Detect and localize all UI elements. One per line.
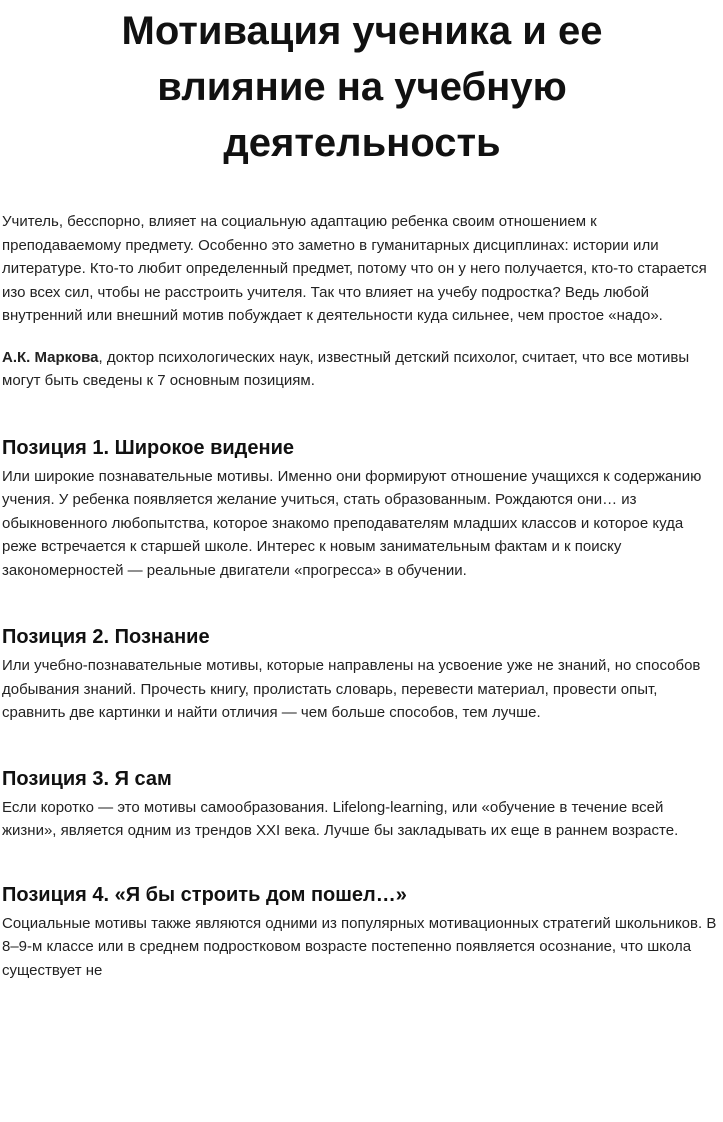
author-text: , доктор психологических наук, известный детский психолог, считает, что все мотивы могут быть сведены к 7 основным позициям. (2, 348, 690, 389)
section-text: Если коротко — это мотивы самообразования. Lifelong-learning, или «обучение в течение всей жизни», является одним из трендов XXI века. Лучше бы закладывать их еще в раннем возрасте. (2, 798, 679, 839)
article-title: Мотивация ученика и ее влияние на учебную деятельность (121, 9, 603, 165)
author-name: А.К. Маркова (2, 348, 99, 366)
section-position-3 (2, 766, 719, 843)
section-text: Или широкие познавательные мотивы. Именно они формируют отношение учащихся к содержанию учения. У ребенка появляется желание учиться, стать образованным. Рождаются они… из обыкновенного любопытства, которое знакомо преподавателям младших классов и которое куда реже встречается к старшей школе. Интерес к новым занимательным фактам и к поиску закономерностей — реальные двигатели «прогресса» в обучении. (2, 467, 702, 579)
section-position-2 (2, 624, 719, 725)
section-heading: Позиция 1. Широкое видение (2, 436, 294, 459)
section-heading: Позиция 4. «Я бы строить дом пошел…» (2, 883, 407, 906)
author-paragraph (2, 346, 719, 393)
section-heading: Позиция 2. Познание (2, 626, 210, 648)
section-position-1 (2, 435, 719, 583)
section-text: Социальные мотивы также являются одними из популярных мотивационных стратегий школьников. В 8–9-м классе или в среднем подростковом возрасте постепенно появляется осознание, что школа существует не (2, 914, 717, 979)
section-text: Или учебно-познавательные мотивы, которые направлены на усвоение уже не знаний, но способов добывания знаний. Прочесть книгу, пролистать словарь, перевести материал, провести опыт, сравнить две картинки и найти отличия — чем больше способов, тем лучше. (2, 657, 701, 721)
intro-paragraph: Учитель, бесспорно, влияет на социальную адаптацию ребенка своим отношением к преподаваемому предмету. Особенно это заметно в гуманитарных дисциплинах: истории или литературе. Кто-то любит определенный предмет, потому что он у него получается, кто-то старается изо всех сил, чтобы не расстроить учителя. Так что влияет на учебу подростка? Ведь любой внутренний или внешний мотив побуждает к деятельности куда сильнее, чем простое «надо». (2, 213, 707, 324)
section-heading: Позиция 3. Я сам (2, 767, 172, 790)
section-position-4 (2, 882, 719, 983)
